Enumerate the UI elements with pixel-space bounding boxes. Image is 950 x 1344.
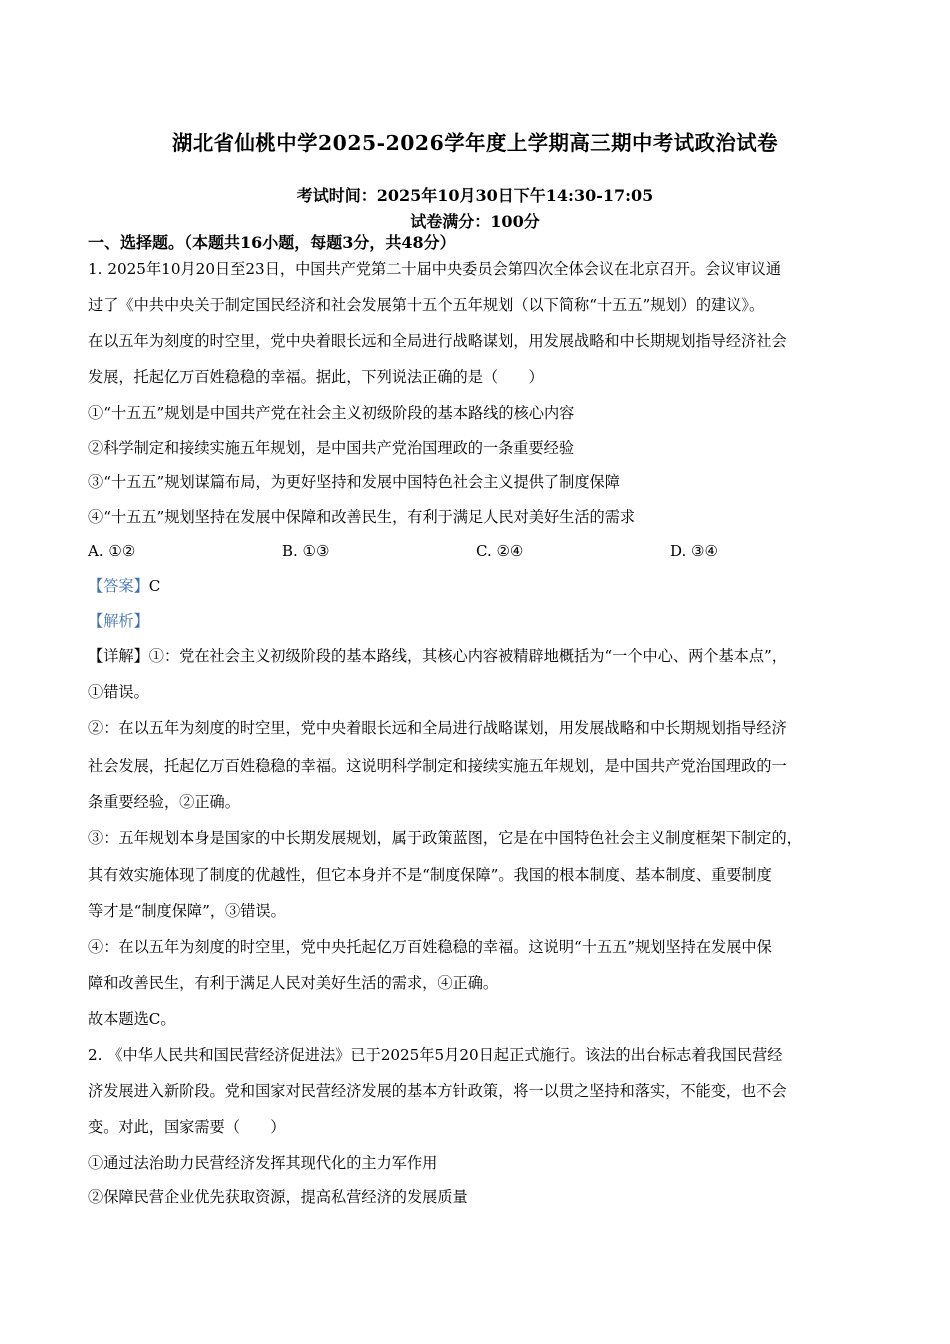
- q1-stem-line: 1. 2025年10月20日至23日，中国共产党第二十届中央委员会第四次全体会议在北京召开。会议审议通: [88, 260, 782, 278]
- q1-option-d: D. ③④: [670, 542, 718, 560]
- q1-item: ②科学制定和接续实施五年规划，是中国共产党治国理政的一条重要经验: [88, 439, 574, 457]
- q1-detail-line: 其有效实施体现了制度的优越性，但它本身并不是“制度保障”。我国的根本制度、基本制度、重要制度: [88, 866, 772, 884]
- q1-conclusion: 故本题选C。: [88, 1010, 176, 1028]
- q1-option-a: A. ①②: [88, 542, 136, 560]
- q2-stem-line: 2. 《中华人民共和国民营经济促进法》已于2025年5月20日起正式施行。该法的出台标志着我国民营经: [88, 1046, 783, 1064]
- q1-detail-line: 社会发展，托起亿万百姓稳稳的幸福。这说明科学制定和接续实施五年规划，是中国共产党治国理政的一: [88, 757, 787, 775]
- q1-stem-line: 在以五年为刻度的时空里，党中央着眼长远和全局进行战略谋划，用发展战略和中长期规划指导经济社会: [88, 332, 787, 350]
- page-title: 湖北省仙桃中学2025-2026学年度上学期高三期中考试政治试卷: [171, 131, 779, 155]
- q1-item: ③“十五五”规划谋篇布局，为更好坚持和发展中国特色社会主义提供了制度保障: [88, 473, 620, 491]
- q1-detail-line: 障和改善民生，有利于满足人民对美好生活的需求，④正确。: [88, 974, 499, 992]
- q1-stem-line: 过了《中共中央关于制定国民经济和社会发展第十五个五年规划（以下简称“十五五”规划）的建议》。: [88, 296, 765, 314]
- q1-detail-line: 条重要经验，②正确。: [88, 793, 240, 811]
- q1-option-c: C. ②④: [476, 542, 524, 560]
- q1-item: ①“十五五”规划是中国共产党在社会主义初级阶段的基本路线的核心内容: [88, 404, 575, 422]
- q1-option-b: B. ①③: [282, 542, 330, 560]
- q2-item: ②保障民营企业优先获取资源，提高私营经济的发展质量: [88, 1188, 468, 1206]
- answer-value: C: [148, 577, 161, 595]
- q1-answer: [88, 576, 160, 596]
- q2-stem-line: 济发展进入新阶段。党和国家对民营经济发展的基本方针政策，将一以贯之坚持和落实，不能变，也不会: [88, 1082, 787, 1100]
- q1-detail-line: ④：在以五年为刻度的时空里，党中央托起亿万百姓稳稳的幸福。这说明“十五五”规划坚持在发展中保: [88, 938, 772, 956]
- q1-stem-line: 发展，托起亿万百姓稳稳的幸福。据此，下列说法正确的是（ ）: [88, 368, 544, 386]
- answer-label: 【答案】: [88, 577, 149, 595]
- q1-detail-line: 等才是“制度保障”，③错误。: [88, 902, 286, 920]
- q1-detail-line: [88, 646, 787, 666]
- q1-detail-line: ①错误。: [88, 683, 149, 701]
- full-score: 试卷满分：100分: [410, 212, 540, 231]
- analysis-label: 【解析】: [88, 612, 149, 630]
- q1-item: ④“十五五”规划坚持在发展中保障和改善民生，有利于满足人民对美好生活的需求: [88, 508, 636, 526]
- q1-detail-line: ②：在以五年为刻度的时空里，党中央着眼长远和全局进行战略谋划，用发展战略和中长期规划指导经济: [88, 719, 787, 737]
- q2-item: ①通过法治助力民营经济发挥其现代化的主力军作用: [88, 1154, 438, 1172]
- detail-text: ①：党在社会主义初级阶段的基本路线，其核心内容被精辟地概括为“一个中心、两个基本点”，: [148, 647, 787, 665]
- q2-stem-line: 变。对此，国家需要（ ）: [88, 1118, 286, 1136]
- q1-detail-line: ③：五年规划本身是国家的中长期发展规划，属于政策蓝图，它是在中国特色社会主义制度框架下制定的，: [88, 829, 802, 847]
- detail-label: 【详解】: [88, 647, 149, 665]
- exam-time: 考试时间：2025年10月30日下午14:30-17:05: [296, 186, 654, 205]
- section-heading: 一、选择题。（本题共16小题，每题3分，共48分）: [88, 233, 456, 252]
